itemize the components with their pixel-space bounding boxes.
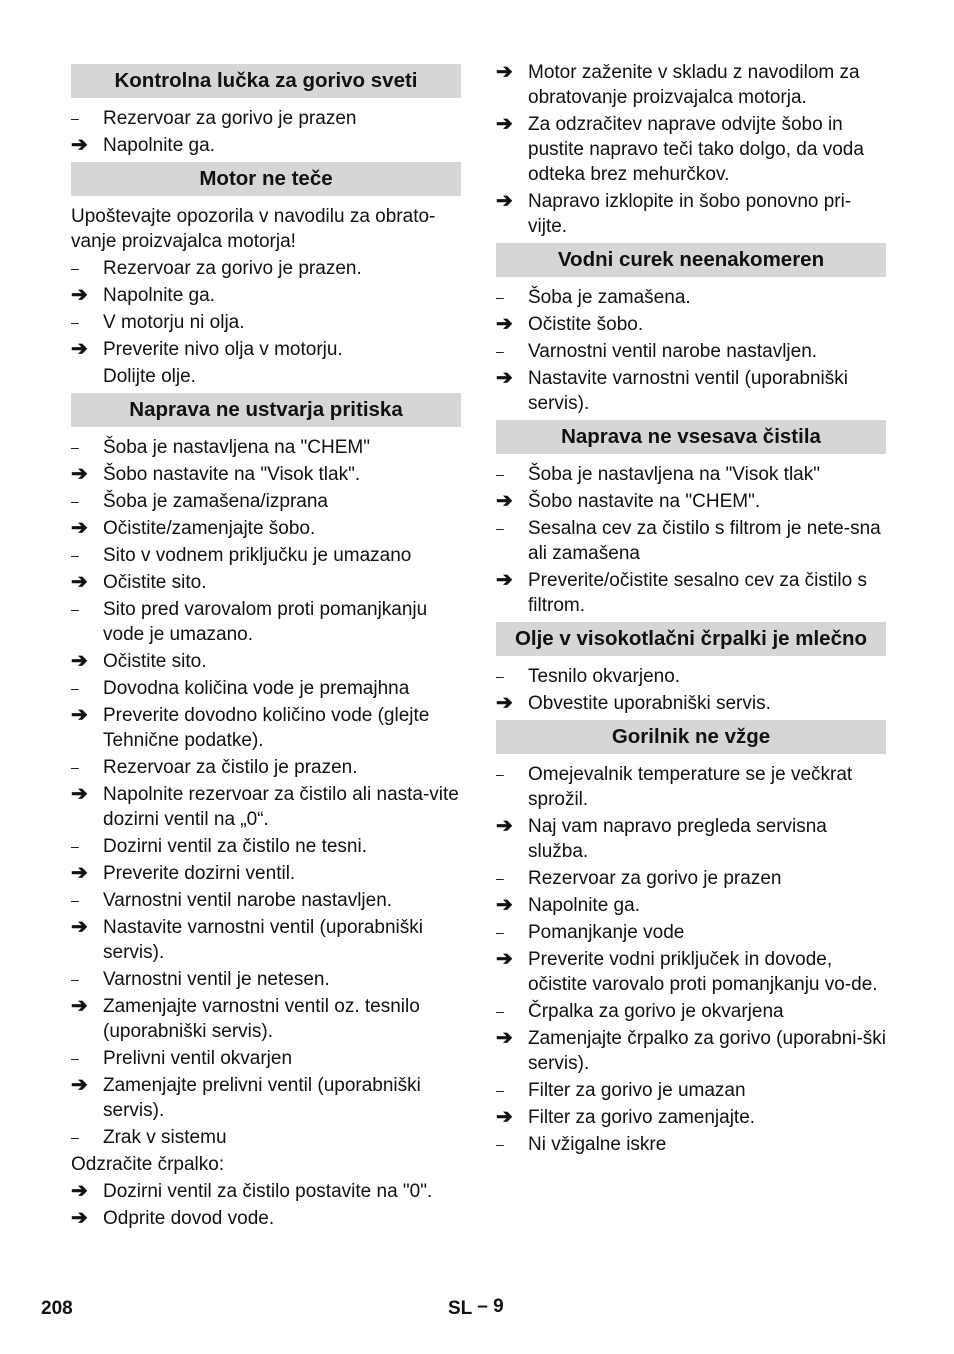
fault-item xyxy=(71,967,461,992)
arrow-right-icon: ➔ xyxy=(71,1074,88,1096)
dash-icon: – xyxy=(496,1082,504,1098)
fault-item xyxy=(71,310,461,335)
fault-item xyxy=(71,543,461,568)
item-text: Dozirni ventil za čistilo postavite na "0". xyxy=(103,1181,433,1202)
remedy-item xyxy=(71,462,461,487)
item-text: Dovodna količina vode je premajhna xyxy=(103,678,410,699)
arrow-right-icon: ➔ xyxy=(71,1180,88,1202)
arrow-right-icon: ➔ xyxy=(71,134,88,156)
item-text: Zamenjajte prelivni ventil (uporabniški servis). xyxy=(103,1075,421,1121)
item-text: Nastavite varnostni ventil (uporabniški servis). xyxy=(103,917,423,963)
remedy-item xyxy=(71,994,461,1044)
section-heading: Motor ne teče xyxy=(71,162,461,196)
remedy-item xyxy=(71,703,461,753)
item-text: Očistite sito. xyxy=(103,651,207,672)
item-text: Preverite dovodno količino vode (glejte Tehnične podatke). xyxy=(103,705,430,751)
remedy-item xyxy=(496,1105,886,1130)
item-text: Zrak v sistemu xyxy=(103,1127,227,1148)
item-text: Omejevalnik temperature se je večkrat sprožil. xyxy=(528,764,853,810)
item-text: Tesnilo okvarjeno. xyxy=(528,666,681,687)
remedy-item xyxy=(496,60,886,110)
item-text: Ni vžigalne iskre xyxy=(528,1134,667,1155)
arrow-right-icon: ➔ xyxy=(496,113,513,135)
fault-item xyxy=(496,762,886,812)
item-text: Sesalna cev za čistilo s filtrom je nete-sna ali zamašena xyxy=(528,518,881,564)
fault-item xyxy=(71,1125,461,1150)
item-text: Dolijte olje. xyxy=(103,366,196,387)
remedy-item xyxy=(496,189,886,239)
arrow-right-icon: ➔ xyxy=(71,338,88,360)
section-heading: Vodni curek neenakomeren xyxy=(496,243,886,277)
item-text: Varnostni ventil narobe nastavljen. xyxy=(528,341,818,362)
item-text: Naj vam napravo pregleda servisna služba. xyxy=(528,816,827,862)
fault-item xyxy=(496,1132,886,1157)
arrow-right-icon: ➔ xyxy=(496,569,513,591)
item-text: Varnostni ventil narobe nastavljen. xyxy=(103,890,393,911)
item-text: Filter za gorivo zamenjajte. xyxy=(528,1107,756,1128)
dash-icon: – xyxy=(71,110,79,126)
item-text: Očistite sito. xyxy=(103,572,207,593)
remedy-continuation xyxy=(71,364,461,389)
item-text: Preverite vodni priključek in dovode, očistite varovalo proti pomanjkanju vo-de. xyxy=(528,949,878,995)
arrow-right-icon: ➔ xyxy=(496,1106,513,1128)
item-text: Dozirni ventil za čistilo ne tesni. xyxy=(103,836,367,857)
dash-icon: – xyxy=(71,260,79,276)
fault-item xyxy=(496,664,886,689)
section-page-number: – 9 xyxy=(477,1296,504,1317)
item-text: Sito pred varovalom proti pomanjkanju vode je umazano. xyxy=(103,599,428,645)
remedy-item xyxy=(71,1073,461,1123)
item-text: V motorju ni olja. xyxy=(103,312,245,333)
item-text: Šobo nastavite na "CHEM". xyxy=(528,491,761,512)
item-text: Zamenjajte črpalko za gorivo (uporabni-ški servis). xyxy=(528,1028,886,1074)
arrow-right-icon: ➔ xyxy=(71,783,88,805)
dash-icon: – xyxy=(71,680,79,696)
item-text: Sito v vodnem priključku je umazano xyxy=(103,545,412,566)
fault-item xyxy=(71,256,461,281)
section-heading: Olje v visokotlačni črpalki je mlečno xyxy=(496,622,886,656)
arrow-right-icon: ➔ xyxy=(71,571,88,593)
language-code: SL xyxy=(448,1298,472,1319)
item-text: Preverite dozirni ventil. xyxy=(103,863,296,884)
arrow-right-icon: ➔ xyxy=(496,61,513,83)
item-text: Zamenjajte varnostni ventil oz. tesnilo (uporabniški servis). xyxy=(103,996,420,1042)
item-text: Šobo nastavite na "Visok tlak". xyxy=(103,464,361,485)
dash-icon: – xyxy=(71,439,79,455)
dash-icon: – xyxy=(496,668,504,684)
arrow-right-icon: ➔ xyxy=(496,313,513,335)
dash-icon: – xyxy=(496,520,504,536)
remedy-item xyxy=(496,568,886,618)
remedy-item xyxy=(496,112,886,187)
arrow-right-icon: ➔ xyxy=(496,1027,513,1049)
item-text: Preverite nivo olja v motorju. xyxy=(103,339,343,360)
arrow-right-icon: ➔ xyxy=(496,490,513,512)
arrow-right-icon: ➔ xyxy=(496,692,513,714)
fault-item xyxy=(71,676,461,701)
fault-item xyxy=(496,285,886,310)
remedy-item xyxy=(496,947,886,997)
footer-section-label xyxy=(448,1296,504,1318)
arrow-right-icon: ➔ xyxy=(71,916,88,938)
remedy-item xyxy=(71,570,461,595)
arrow-right-icon: ➔ xyxy=(496,894,513,916)
arrow-right-icon: ➔ xyxy=(496,367,513,389)
remedy-item xyxy=(71,337,461,362)
arrow-right-icon: ➔ xyxy=(71,862,88,884)
remedy-item xyxy=(71,516,461,541)
item-text: Šoba je zamašena. xyxy=(528,287,691,308)
remedy-item xyxy=(71,1206,461,1231)
dash-icon: – xyxy=(496,924,504,940)
item-text: Šoba je nastavljena na "Visok tlak" xyxy=(528,464,820,485)
remedy-item xyxy=(496,489,886,514)
dash-icon: – xyxy=(71,759,79,775)
item-text: Preverite/očistite sesalno cev za čistilo s filtrom. xyxy=(528,570,867,616)
arrow-right-icon: ➔ xyxy=(496,815,513,837)
section-heading: Kontrolna lučka za gorivo sveti xyxy=(71,64,461,98)
dash-icon: – xyxy=(496,289,504,305)
arrow-right-icon: ➔ xyxy=(71,463,88,485)
fault-item xyxy=(71,106,461,131)
item-text: Rezervoar za gorivo je prazen xyxy=(528,868,782,889)
fault-item xyxy=(496,920,886,945)
dash-icon: – xyxy=(496,466,504,482)
item-text: Nastavite varnostni ventil (uporabniški servis). xyxy=(528,368,848,414)
item-text: Napolnite ga. xyxy=(103,285,215,306)
arrow-right-icon: ➔ xyxy=(71,284,88,306)
fault-item xyxy=(496,999,886,1024)
remedy-item xyxy=(496,366,886,416)
dash-icon: – xyxy=(71,547,79,563)
remedy-item xyxy=(71,1179,461,1204)
dash-icon: – xyxy=(496,766,504,782)
fault-item xyxy=(71,489,461,514)
item-text: Šoba je zamašena/izprana xyxy=(103,491,328,512)
remedy-item xyxy=(71,649,461,674)
dash-icon: – xyxy=(496,343,504,359)
fault-item xyxy=(71,755,461,780)
remedy-item xyxy=(496,814,886,864)
arrow-right-icon: ➔ xyxy=(71,995,88,1017)
body-text: Upoštevajte opozorila v navodilu za obrato-vanje proizvajalca motorja! xyxy=(71,206,436,252)
arrow-right-icon: ➔ xyxy=(71,1207,88,1229)
item-text: Napolnite ga. xyxy=(103,135,215,156)
dash-icon: – xyxy=(71,314,79,330)
page-number: 208 xyxy=(41,1298,73,1319)
arrow-right-icon: ➔ xyxy=(71,704,88,726)
item-text: Prelivni ventil okvarjen xyxy=(103,1048,293,1069)
remedy-item xyxy=(496,893,886,918)
remedy-item xyxy=(496,1026,886,1076)
fault-item xyxy=(496,516,886,566)
item-text: Motor zaženite v skladu z navodilom za obratovanje proizvajalca motorja. xyxy=(528,62,860,108)
arrow-right-icon: ➔ xyxy=(71,650,88,672)
fault-item xyxy=(71,834,461,859)
section-heading: Naprava ne vsesava čistila xyxy=(496,420,886,454)
dash-icon: – xyxy=(496,1136,504,1152)
dash-icon: – xyxy=(71,971,79,987)
fault-item xyxy=(71,435,461,460)
dash-icon: – xyxy=(71,892,79,908)
item-text: Za odzračitev naprave odvijte šobo in pustite napravo teči tako dolgo, da voda odteka brez mehurčkov. xyxy=(528,114,864,185)
remedy-item xyxy=(71,915,461,965)
item-text: Očistite šobo. xyxy=(528,314,644,335)
dash-icon: – xyxy=(496,1003,504,1019)
item-text: Šoba je nastavljena na "CHEM" xyxy=(103,437,370,458)
left-column xyxy=(71,60,461,1233)
section-heading: Naprava ne ustvarja pritiska xyxy=(71,393,461,427)
right-column xyxy=(496,60,886,1159)
remedy-item xyxy=(71,133,461,158)
dash-icon: – xyxy=(71,1050,79,1066)
item-text: Obvestite uporabniški servis. xyxy=(528,693,771,714)
section-heading: Gorilnik ne vžge xyxy=(496,720,886,754)
item-text: Črpalka za gorivo je okvarjena xyxy=(528,1001,784,1022)
item-text: Napolnite ga. xyxy=(528,895,640,916)
fault-item xyxy=(71,888,461,913)
remedy-item xyxy=(71,861,461,886)
fault-item xyxy=(71,597,461,647)
dash-icon: – xyxy=(71,493,79,509)
remedy-item xyxy=(496,691,886,716)
arrow-right-icon: ➔ xyxy=(71,517,88,539)
arrow-right-icon: ➔ xyxy=(496,948,513,970)
item-text: Rezervoar za gorivo je prazen. xyxy=(103,258,362,279)
item-text: Pomanjkanje vode xyxy=(528,922,685,943)
fault-item xyxy=(496,462,886,487)
item-text: Rezervoar za gorivo je prazen xyxy=(103,108,357,129)
item-text: Odprite dovod vode. xyxy=(103,1208,275,1229)
fault-item xyxy=(496,866,886,891)
item-text: Napravo izklopite in šobo ponovno pri-vijte. xyxy=(528,191,852,237)
dash-icon: – xyxy=(71,838,79,854)
dash-icon: – xyxy=(71,1129,79,1145)
remedy-item xyxy=(71,283,461,308)
fault-item xyxy=(496,1078,886,1103)
remedy-item xyxy=(496,312,886,337)
dash-icon: – xyxy=(496,870,504,886)
item-text: Filter za gorivo je umazan xyxy=(528,1080,746,1101)
fault-item xyxy=(71,1046,461,1071)
item-text: Očistite/zamenjajte šobo. xyxy=(103,518,316,539)
item-text: Rezervoar za čistilo je prazen. xyxy=(103,757,358,778)
item-text: Napolnite rezervoar za čistilo ali nasta-vite dozirni ventil na „0“. xyxy=(103,784,459,830)
remedy-item xyxy=(71,782,461,832)
fault-item xyxy=(496,339,886,364)
item-text: Varnostni ventil je netesen. xyxy=(103,969,330,990)
arrow-right-icon: ➔ xyxy=(496,190,513,212)
body-text: Odzračite črpalko: xyxy=(71,1154,225,1175)
dash-icon: – xyxy=(71,601,79,617)
